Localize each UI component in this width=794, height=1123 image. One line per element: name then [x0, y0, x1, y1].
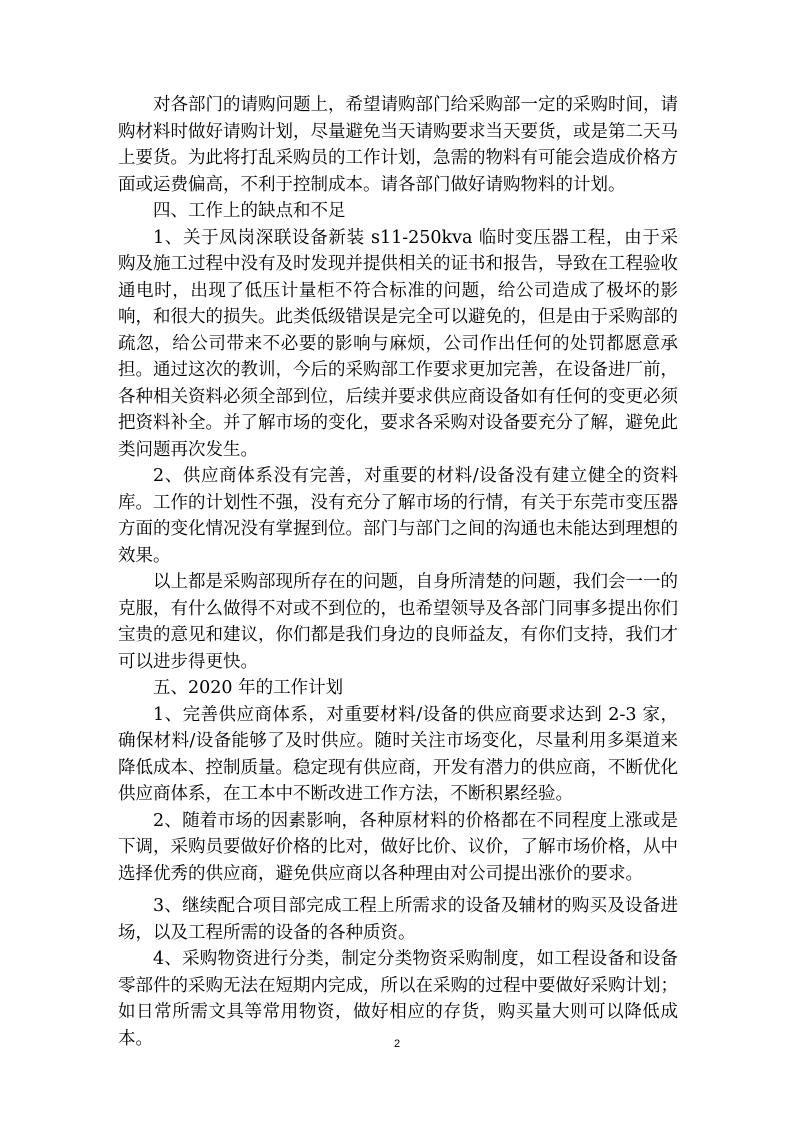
paragraph-supplier-system: 2、供应商体系没有完善，对重要的材料/设备没有建立健全的资料库。工作的计划性不强，没有充分了解市场的行情，有关于东莞市变压器方面的变化情况没有掌握到位。部门与部门之间的沟通也未能达到理想的效果。 — [118, 466, 678, 566]
paragraph-purchase-request: 对各部门的请购问题上，希望请购部门给采购部一定的采购时间，请购材料时做好请购计划，尽量避免当天请购要求当天要货，或是第二天马上要货。为此将打乱采购员的工作计划，急需的物料有可能会造成价格方面或运费偏高，不利于控制成本。请各部门做好请购物料的计划。 — [118, 95, 678, 195]
paragraph-transformer-issue: 1、关于凤岗深联设备新装 s11-250kva 临时变压器工程，由于采购及施工过程中没有及时发现并提供相关的证书和报告，导致在工程验收通电时，出现了低压计量柜不符合标准的问题，给公司造成了极坏的影响，和很大的损失。此类低级错误是完全可以避免的，但是由于采购部的疏忽，给公司带来不必要的影响与麻烦，公司作出任何的处罚都愿意承担。通过这次的教训，今后的采购部工作要求更加完善，在设备进厂前，各种相关资料必须全部到位，后续并要求供应商设备如有任何的变更必须把资料补全。并了解市场的变化，要求各采购对设备要充分了解，避免此类问题再次发生。 — [118, 227, 678, 460]
paragraph-plan-1: 1、完善供应商体系，对重要材料/设备的供应商要求达到 2-3 家，确保材料/设备能够了及时供应。随时关注市场变化，尽量利用多渠道来降低成本、控制质量。稳定现有供应商，开发有潜力的供应商，不断优化供应商体系，在工本中不断改进工作方法，不断积累经验。 — [118, 704, 678, 804]
paragraph-plan-4: 4、采购物资进行分类，制定分类物资采购制度，如工程设备和设备零部件的采购无法在短期内完成，所以在采购的过程中要做好采购计划；如日常所需文具等常用物资，做好相应的存货，购买量大则可以降低成本。 — [118, 949, 678, 1049]
section-heading-shortcomings: 四、工作上的缺点和不足 — [153, 201, 346, 221]
paragraph-summary: 以上都是采购部现所存在的问题，自身所清楚的问题，我们会一一的克服，有什么做得不对或不到位的，也希望领导及各部门同事多提出你们宝贵的意见和建议，你们都是我们身边的良师益友，有你们支持，我们才可以进步得更快。 — [118, 572, 678, 672]
document-body — [118, 92, 678, 1052]
paragraph-plan-3: 3、继续配合项目部完成工程上所需求的设备及辅材的购买及设备进场，以及工程所需的设备的各种质资。 — [118, 896, 678, 943]
page-number: 2 — [393, 1038, 401, 1050]
section-heading-2020-plan: 五、2020 年的工作计划 — [153, 678, 344, 698]
paragraph-plan-2: 2、随着市场的因素影响，各种原材料的价格都在不同程度上涨或是下调，采购员要做好价格的比对，做好比价、议价，了解市场价格，从中选择优秀的供应商，避免供应商以各种理由对公司提出涨价的要求。 — [118, 810, 678, 884]
